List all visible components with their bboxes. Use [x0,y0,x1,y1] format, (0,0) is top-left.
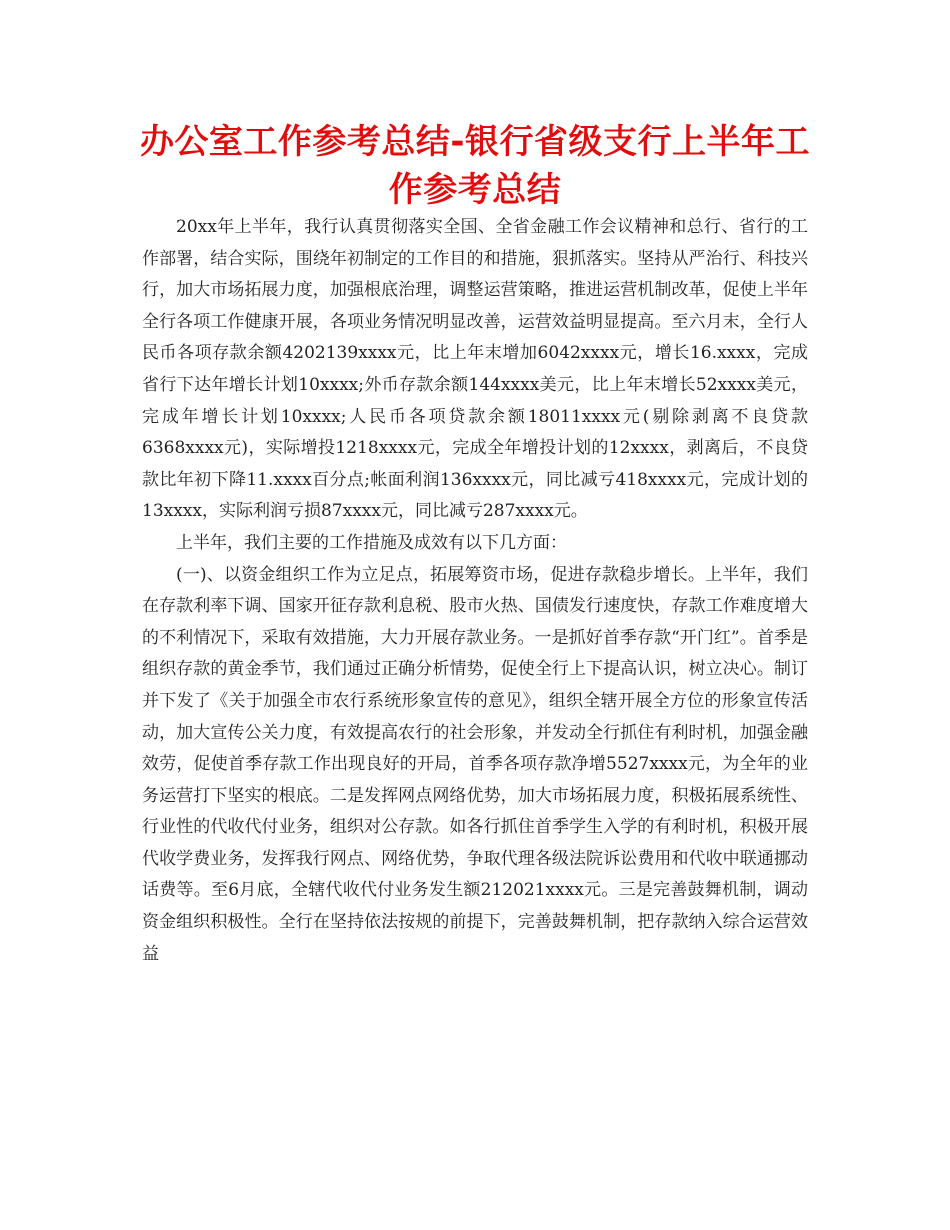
paragraph-summary: 20xx年上半年，我行认真贯彻落实全国、全省金融工作会议精神和总行、省行的工作部署，结合实际，围绕年初制定的工作目的和措施，狠抓落实。坚持从严治行、科技兴行，加大市场拓展力度，加强根底治理，调整运营策略，推进运营机制改革，促使上半年全行各项工作健康开展，各项业务情况明显改善，运营效益明显提高。至六月末，全行人民币各项存款余额4202139xxxx元，比上年末增加6042xxxx元，增长16.xxxx，完成省行下达年增长计划10xxxx;外币存款余额144xxxx美元，比上年末增长52xxxx美元，完成年增长计划10xxxx;人民币各项贷款余额18011xxxx元(剔除剥离不良贷款6368xxxx元)，实际增投1218xxxx元，完成全年增投计划的12xxxx，剥离后，不良贷款比年初下降11.xxxx百分点;帐面利润136xxxx元，同比减亏418xxxx元，完成计划的13xxxx，实际利润亏损87xxxx元，同比减亏287xxxx元。 [142,217,808,522]
paragraph-intro: 上半年，我们主要的工作措施及成效有以下几方面： [176,532,567,553]
document-title: 办公室工作参考总结-银行省级支行上半年工作参考总结 [139,122,811,210]
paragraph-section-1: (一)、以资金组织工作为立足点，拓展筹资市场，促进存款稳步增长。上半年，我们在存款利率下调、国家开征存款利息税、股市火热、国债发行速度快，存款工作难度增大的不利情况下，采取有效措施，大力开展存款业务。一是抓好首季存款“开门红”。首季是组织存款的黄金季节，我们通过正确分析情势，促使全行上下提高认识，树立决心。制订并下发了《关于加强全市农行系统形象宣传的意见》，组织全辖开展全方位的形象宣传活动，加大宣传公关力度，有效提高农行的社会形象，并发动全行抓住有利时机，加强金融效劳，促使首季存款工作出现良好的开局，首季各项存款净增5527xxxx元，为全年的业务运营打下坚实的根底。二是发挥网点网络优势，加大市场拓展力度，积极拓展系统性、行业性的代收代付业务，组织对公存款。如各行抓住首季学生入学的有利时机，积极开展代收学费业务，发挥我行网点、网络优势，争取代理各级法院诉讼费用和代收中联通挪动话费等。至6月底，全辖代收代付业务发生额212021xxxx元。三是完善鼓舞机制，调动资金组织积极性。全行在坚持依法按规的前提下，完善鼓舞机制，把存款纳入综合运营效益 [142,564,808,964]
document-body [142,212,808,970]
